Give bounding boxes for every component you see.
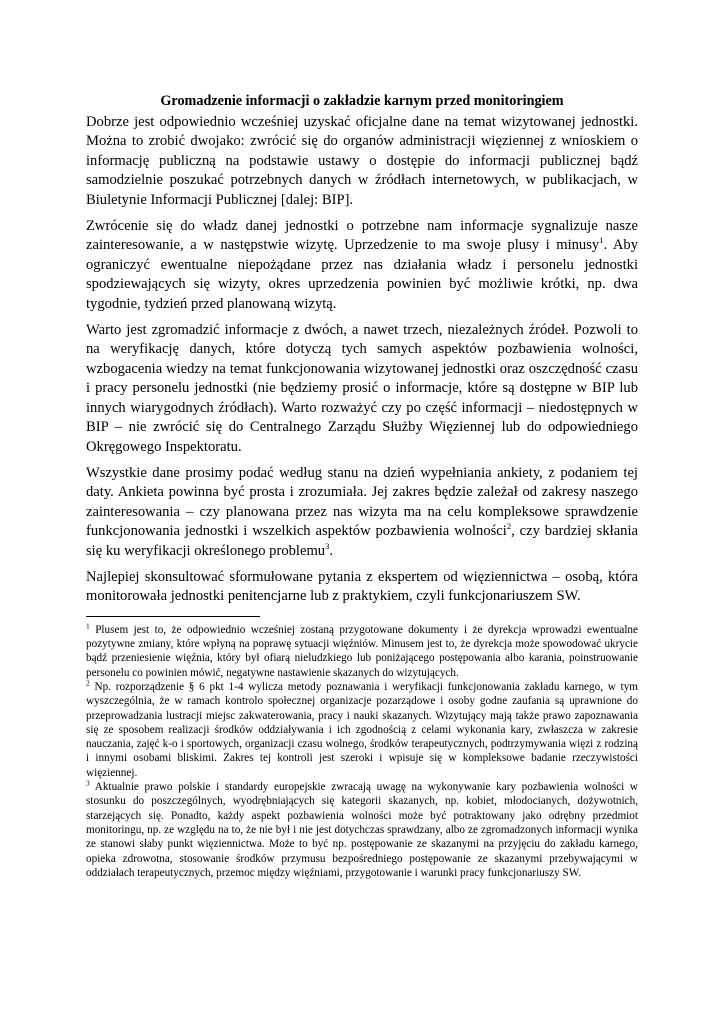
footnote-3-mark: 3 (86, 778, 90, 788)
paragraph-4-text-b: , czy bardziej skłania się ku weryfikacji określonego problemu (86, 523, 638, 559)
footnote-ref-1: 1 (599, 235, 604, 246)
paragraph-3: Warto jest zgromadzić informacje z dwóch, a nawet trzech, niezależnych źródeł. Pozwoli to na weryfikację danych, które dotyczą tych samych aspektów pozbawienia wolności, wzbogacenia wiedzy na temat funkcjonowania wizytowanej jednostki oraz oszczędność czasu i pracy personelu jednostki (nie będziemy prosić o informacje, które są dostępne w BIP lub innych wiarygodnych źródłach). Warto rozważyć czy po część informacji – niedostępnych w BIP – nie zwrócić się do Centralnego Zarządu Służby Więziennej lub do odpowiedniego Okręgowego Inspektoratu. (86, 322, 638, 455)
footnote-2-text: Np. rozporządzenie § 6 pkt 1-4 wylicza metody poznawania i weryfikacji funkcjonowania zakładu karnego, w tym wyszczególnia, że w ramach kontrolo społecznej organizacje pozarządowe i osoby godne zaufania są uprawnione do przeprowadzania lustracji miejsc zakwaterowania, pracy i nauki skazanych. Wizytujący mają także prawo zapoznawania się ze sposobem realizacji środków oddziaływania i ich zgodnością z celami wykonania kary, zwłaszcza w zakresie nauczania, zajęć k-o i sportowych, organizacji czasu wolnego, środków terapeutycznych, podtrzymywania więzi z rodziną i innymi osobami bliskimi. Zakres tej kontroli jest szeroki i wpisuje się w kompleksowe badanie rzeczywistości więziennej. (86, 680, 638, 779)
footnote-1 (86, 623, 638, 680)
footnote-1-mark: 1 (86, 621, 90, 631)
document-title: Gromadzenie informacji o zakładzie karnym przed monitoringiem (160, 93, 564, 109)
footnote-ref-2: 2 (506, 521, 512, 532)
footnote-separator (86, 616, 260, 617)
paragraph-4-text-a: Wszystkie dane prosimy podać według stanu na dzień wypełniania ankiety, z podaniem tej daty. Ankieta powinna być prosta i zrozumiała. Jej zakres będzie zależał od zakresy naszego zainteresowania – czy planowana przez nas wizyta ma na celu kompleksowe sprawdzenie funkcjonowania jednostki i wszelkich aspektów pozbawienia wolności (86, 464, 638, 540)
footnote-2-mark: 2 (86, 678, 90, 688)
paragraph-1: Dobrze jest odpowiednio wcześniej uzyskać oficjalne dane na temat wizytowanej jednostki. Można to zrobić dwojako: zwrócić się do organów administracji więziennej z wnioskiem o informację publiczną na podstawie ustawy o dostępie do informacji publicznej bądź samodzielnie poszukać potrzebnych danych w źródłach internetowych, w publikacjach, w Biuletynie Informacji Publicznej [dalej: BIP]. (86, 114, 638, 208)
paragraph-5: Najlepiej skonsultować sformułowane pytania z ekspertem od więziennictwa – osobą, która monitorowała jednostki penitencjarne lub z praktykiem, czyli funkcjonariuszem SW. (86, 568, 638, 605)
paragraph-2 (86, 217, 638, 314)
footnote-2 (86, 680, 638, 780)
paragraph-2-text-b: . Aby ograniczyć ewentualne niepożądane przez nas działania władz i personelu jednostki spodziewających się wizyty, okres uprzedzenia powinien być możliwie krótki, np. dwa tygodnie, tydzień przed planowaną wizytą. (86, 237, 639, 312)
footnote-3 (86, 780, 638, 880)
paragraph-2-text-a: Zwrócenie się do władz danej jednostki o potrzebne nam informacje sygnalizuje nasze zainteresowanie, a w następstwie wizytę. Uprzedzenie to ma swoje plusy i minusy (86, 218, 638, 254)
footnote-ref-3: 3 (325, 540, 330, 551)
paragraph-4 (86, 464, 638, 561)
footnote-3-text: Aktualnie prawo polskie i standardy europejskie zwracają uwagę na wykonywanie kary pozbawienia wolności w stosunku do poszczególnych, wyodrębniających się kategorii skazanych, np. kobiet, młodocianych, dożywotnich, starzejących się. Ponadto, każdy aspekt pozbawienia wolności może być potraktowany jako odrębny przedmiot monitoringu, np. ze względu na to, że nie był i nie jest dotychczas sprawdzany, albo ze zgromadzonych informacji wynika ze stanowi słaby punkt więziennictwa. Może to być np. postępowanie ze skazanymi na przyjęciu do zakładu karnego, opieka zdrowotna, stosowanie środków przymusu bezpośredniego postępowanie ze skazanymi przebywającymi w oddziałach terapeutycznych, przemoc między więźniami, przygotowanie i warunki pracy funkcjonariuszy SW. (86, 781, 638, 879)
paragraph-4-text-c: . (329, 542, 334, 559)
footnote-1-text: Plusem jest to, że odpowiednio wcześniej zostaną przygotowane dokumenty i że dyrekcja wprowadzi ewentualne pozytywne zmiany, które wpłyną na poprawę sytuacji więźniów. Minusem jest to, że dyrekcja może spowodować ukrycie bądź przeniesienie więźnia, który był ofiarą nieludzkiego lub poniżającego postępowania albo karania, poinstruowanie personelu co powinien mówić, negatywne nastawienie skazanych do wizytujących. (86, 623, 638, 679)
